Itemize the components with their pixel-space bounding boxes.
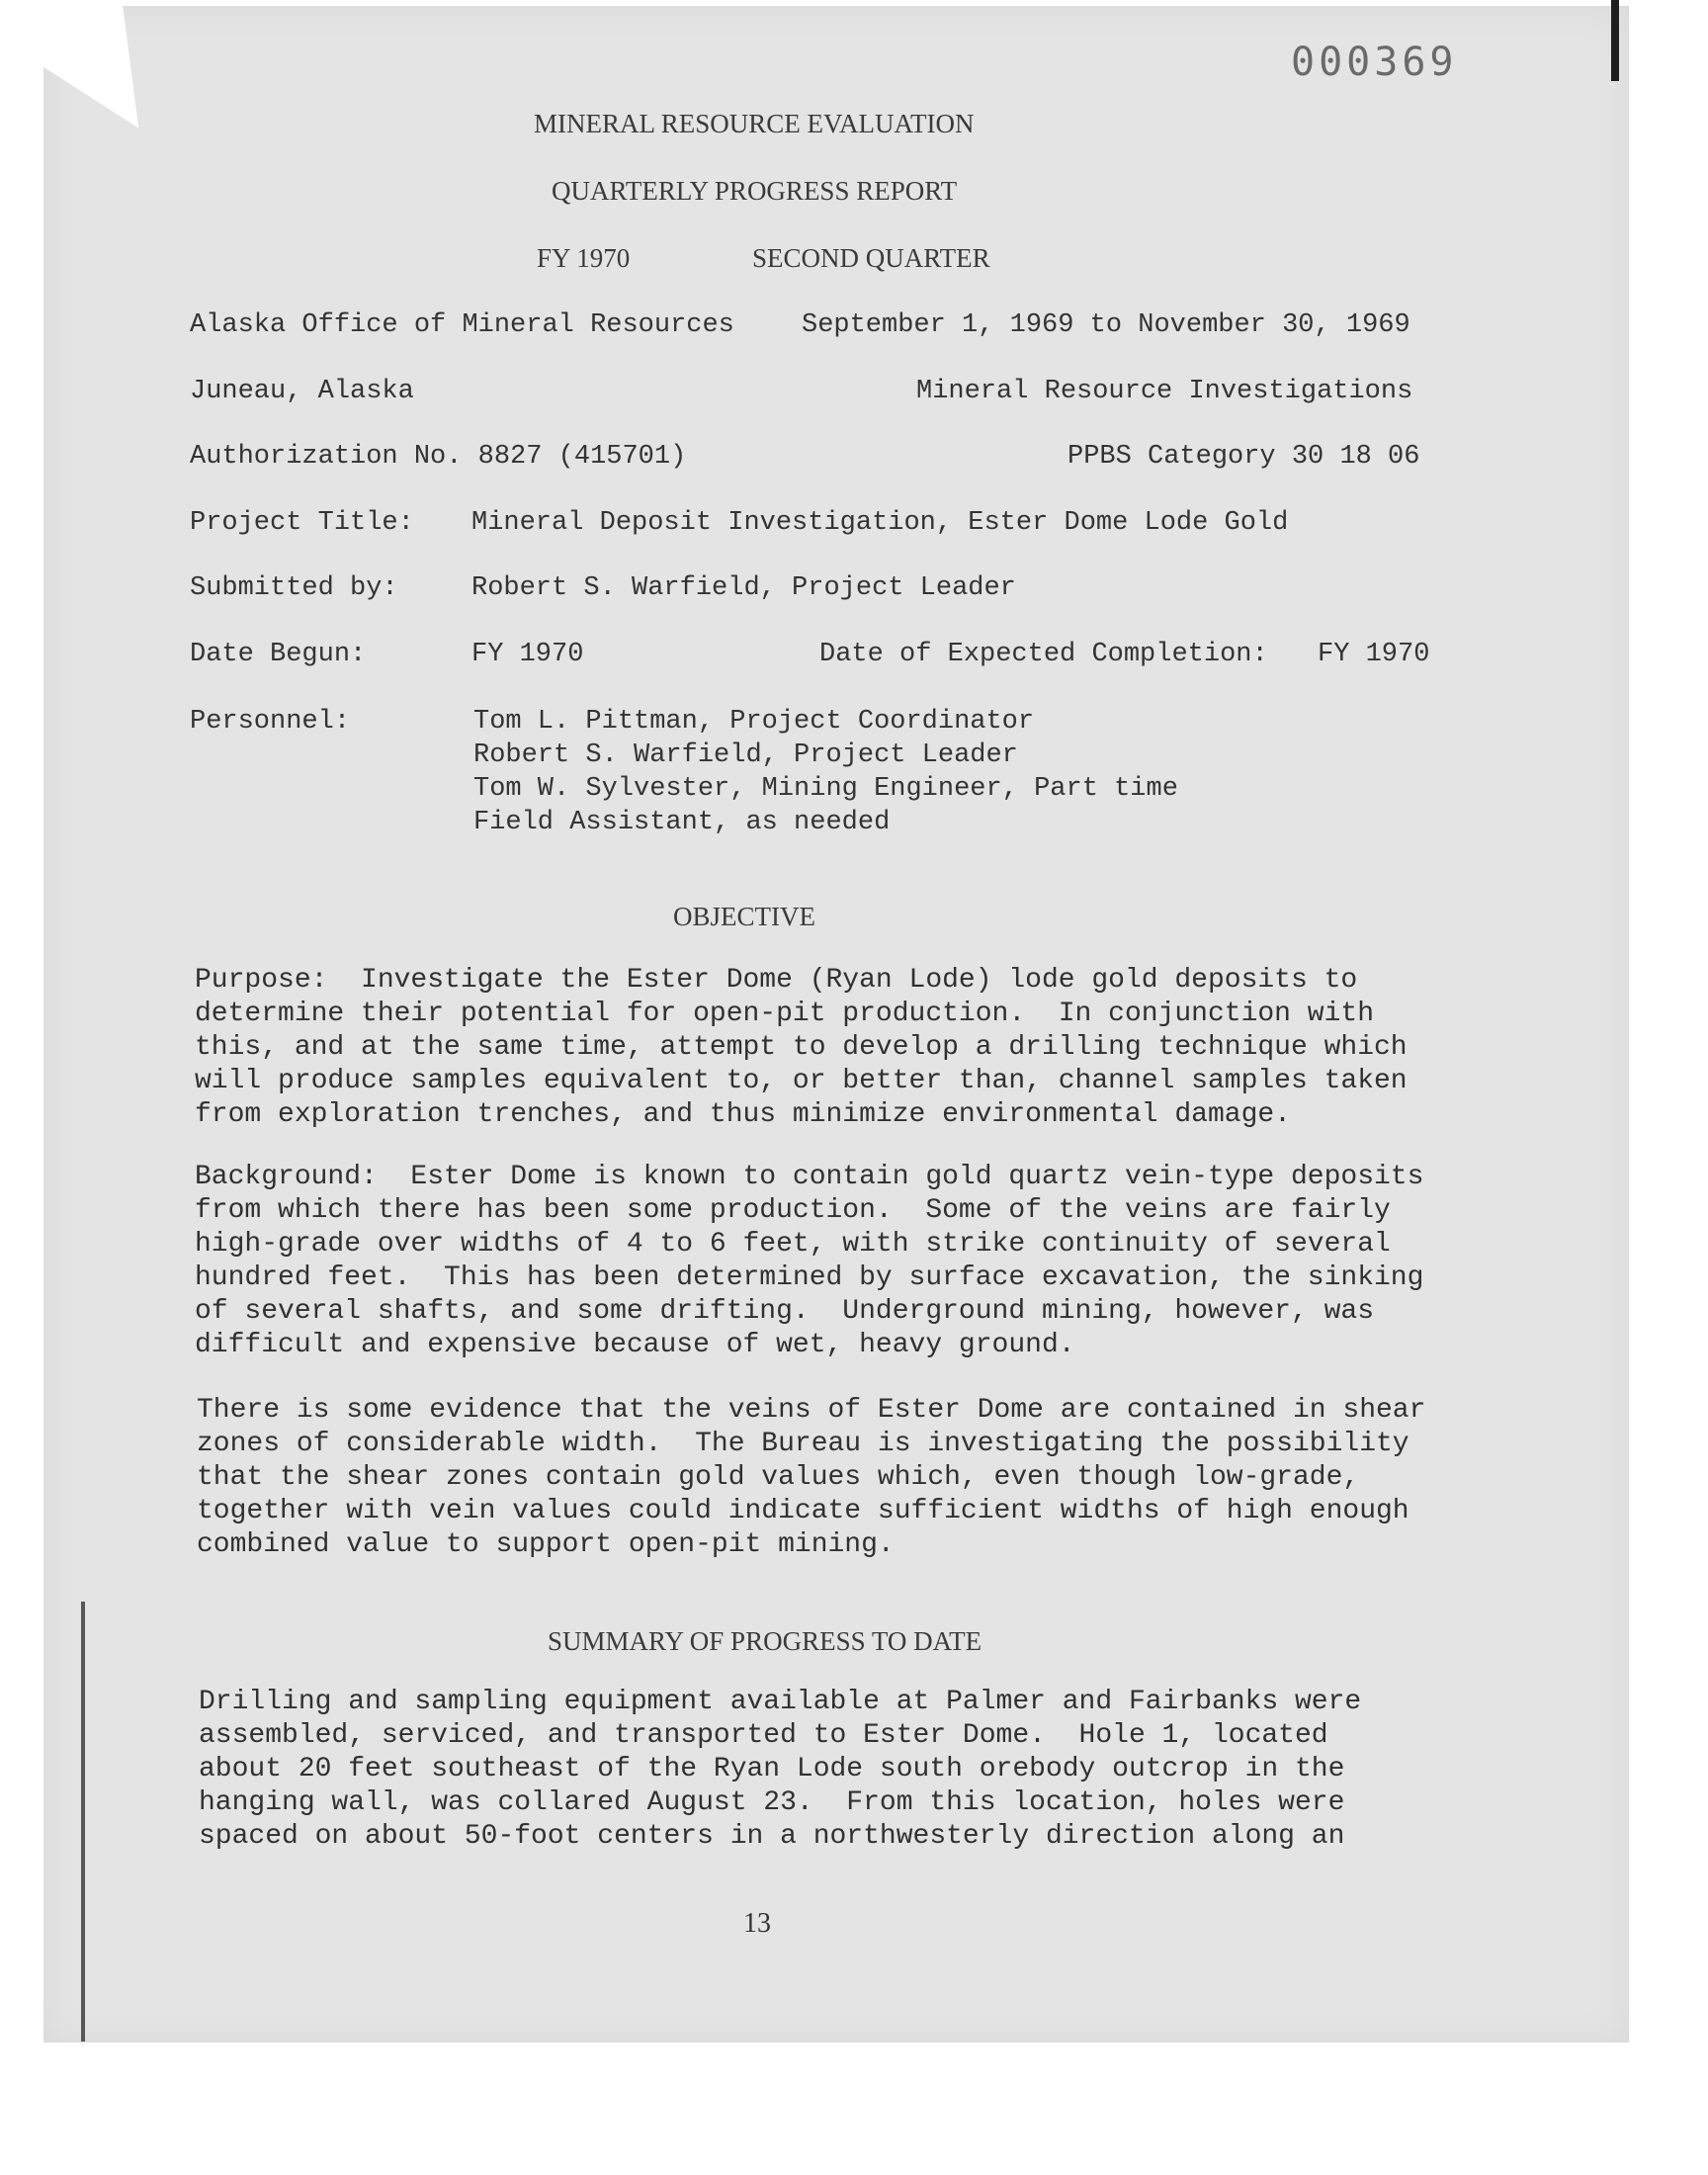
office-name: Alaska Office of Mineral Resources	[190, 310, 734, 340]
submitted-by-label: Submitted by:	[190, 573, 398, 603]
report-subtitle: QUARTERLY PROGRESS REPORT	[552, 176, 958, 206]
personnel-item: Tom L. Pittman, Project Coordinator	[473, 707, 1035, 737]
purpose-paragraph: Purpose: Investigate the Ester Dome (Ryan Lode) lode gold deposits to determine their potential for open-pit production. In conjunction with this, and at the same time, attempt to develop a drilling technique which will produce samples equivalent to, or better than, channel samples taken from exploration trenches, and thus minimize environmental damage.	[195, 965, 1408, 1130]
personnel-item: Tom W. Sylvester, Mining Engineer, Part time	[473, 774, 1178, 804]
objective-heading: OBJECTIVE	[673, 902, 815, 931]
personnel-item: Robert S. Warfield, Project Leader	[473, 740, 1018, 770]
submitted-by: Robert S. Warfield, Project Leader	[471, 573, 1016, 603]
completion-label: Date of Expected Completion:	[819, 640, 1268, 669]
division-name: Mineral Resource Investigations	[916, 377, 1413, 406]
quarter: SECOND QUARTER	[752, 243, 990, 273]
binding-shadow	[81, 1602, 85, 2042]
report-title: MINERAL RESOURCE EVALUATION	[534, 109, 975, 138]
completion-date: FY 1970	[1318, 640, 1430, 669]
authorization-number: Authorization No. 8827 (415701)	[190, 442, 687, 472]
page-edge-mark	[1611, 0, 1619, 81]
summary-paragraph: Drilling and sampling equipment available at Palmer and Fairbanks were assembled, serviced, and transported to Ester Dome. Hole 1, located about 20 feet southeast of the Ryan Lode south orebody outcrop in the hanging wall, was collared August 23. From this location, holes were spaced on about 50-foot centers in a northwesterly direction along an	[199, 1687, 1362, 1852]
evidence-paragraph: There is some evidence that the veins of Ester Dome are contained in shear zones of considerable width. The Bureau is investigating the possibility that the shear zones contain gold values which, even though low-grade, together with vein values could indicate sufficient widths of high enough combined value to support open-pit mining.	[197, 1395, 1426, 1560]
ppbs-category: PPBS Category 30 18 06	[1068, 442, 1420, 472]
page-number: 13	[743, 1908, 771, 1939]
project-title-label: Project Title:	[190, 508, 414, 538]
date-begun-label: Date Begun:	[190, 640, 367, 669]
project-title: Mineral Deposit Investigation, Ester Dome Lode Gold	[471, 508, 1289, 538]
summary-heading: SUMMARY OF PROGRESS TO DATE	[548, 1626, 982, 1656]
fiscal-year: FY 1970	[537, 243, 631, 273]
date-begun: FY 1970	[471, 640, 584, 669]
background-paragraph: Background: Ester Dome is known to contain gold quartz vein-type deposits from which there has been some production. Some of the veins are fairly high-grade over widths of 4 to 6 feet, with strike continuity of several hundred feet. This has been determined by surface excavation, the sinking of several shafts, and some drifting. Underground mining, however, was difficult and expensive because of wet, heavy ground.	[195, 1162, 1424, 1360]
office-location: Juneau, Alaska	[190, 377, 414, 406]
report-period: September 1, 1969 to November 30, 1969	[802, 310, 1410, 340]
personnel-label: Personnel:	[190, 707, 351, 737]
document-stamp-number: 000369	[1291, 40, 1458, 85]
personnel-item: Field Assistant, as needed	[473, 808, 891, 837]
